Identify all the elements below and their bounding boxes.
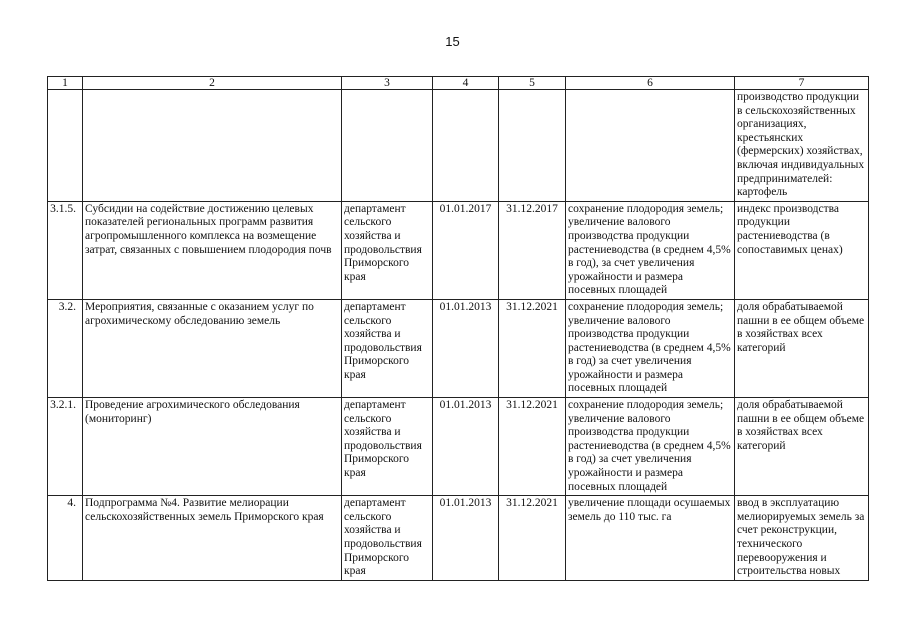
executor: департамент сельского хозяйства и продовольствия Приморского края xyxy=(342,299,433,397)
executor: департамент сельского хозяйства и продовольствия Приморского края xyxy=(342,201,433,299)
start-date: 01.01.2013 xyxy=(433,299,499,397)
measure-name: Субсидии на содействие достижению целевых показателей региональных программ развития агропромышленного комплекса на возмещение затрат, связанных с повышением плодородия почв xyxy=(83,201,342,299)
table-row xyxy=(48,201,869,299)
expected-result xyxy=(566,90,735,202)
row-number: 3.2.1. xyxy=(48,398,83,496)
executor: департамент сельского хозяйства и продовольствия Приморского края xyxy=(342,496,433,581)
table-row xyxy=(48,398,869,496)
start-date: 01.01.2017 xyxy=(433,201,499,299)
start-date: 01.01.2013 xyxy=(433,398,499,496)
row-number xyxy=(48,90,83,202)
measure-name: Подпрограмма №4. Развитие мелиорации сельскохозяйственных земель Приморского края xyxy=(83,496,342,581)
measure-name: Проведение агрохимического обследования (мониторинг) xyxy=(83,398,342,496)
column-number: 4 xyxy=(433,77,499,90)
end-date: 31.12.2021 xyxy=(499,398,566,496)
end-date: 31.12.2017 xyxy=(499,201,566,299)
column-number-row xyxy=(48,77,869,90)
column-number: 6 xyxy=(566,77,735,90)
page-number: 15 xyxy=(445,34,460,49)
executor xyxy=(342,90,433,202)
expected-result: сохранение плодородия земель; увеличение валового производства продукции растениеводства (в среднем 4,5% в год), за счет увеличения урожайности и размера посевных площадей xyxy=(566,201,735,299)
indicator: индекс производства продукции растениеводства (в сопоставимых ценах) xyxy=(735,201,869,299)
expected-result: сохранение плодородия земель; увеличение валового производства продукции растениеводства (в среднем 4,5% в год) за счет увеличения урожайности и размера посевных площадей xyxy=(566,299,735,397)
executor: департамент сельского хозяйства и продовольствия Приморского края xyxy=(342,398,433,496)
column-number: 5 xyxy=(499,77,566,90)
indicator: ввод в эксплуатацию мелиорируемых земель за счет реконструкции, технического перевооружения и строительства новых xyxy=(735,496,869,581)
column-number: 3 xyxy=(342,77,433,90)
end-date: 31.12.2021 xyxy=(499,299,566,397)
start-date xyxy=(433,90,499,202)
row-number: 4. xyxy=(48,496,83,581)
end-date xyxy=(499,90,566,202)
column-number: 2 xyxy=(83,77,342,90)
indicator: доля обрабатываемой пашни в ее общем объеме в хозяйствах всех категорий xyxy=(735,398,869,496)
expected-result: сохранение плодородия земель; увеличение валового производства продукции растениеводства (в среднем 4,5% в год) за счет увеличения урожайности и размера посевных площадей xyxy=(566,398,735,496)
row-number: 3.1.5. xyxy=(48,201,83,299)
indicator: производство продукции в сельскохозяйственных организациях, крестьянских (фермерских) хозяйствах, включая индивидуальных предпринимателей: картофель xyxy=(735,90,869,202)
program-table xyxy=(47,76,869,581)
indicator: доля обрабатываемой пашни в ее общем объеме в хозяйствах всех категорий xyxy=(735,299,869,397)
table-row xyxy=(48,496,869,581)
measure-name: Мероприятия, связанные с оказанием услуг по агрохимическому обследованию земель xyxy=(83,299,342,397)
end-date: 31.12.2021 xyxy=(499,496,566,581)
table-row xyxy=(48,299,869,397)
start-date: 01.01.2013 xyxy=(433,496,499,581)
measure-name xyxy=(83,90,342,202)
column-number: 1 xyxy=(48,77,83,90)
table-row xyxy=(48,90,869,202)
column-number: 7 xyxy=(735,77,869,90)
expected-result: увеличение площади осушаемых земель до 110 тыс. га xyxy=(566,496,735,581)
row-number: 3.2. xyxy=(48,299,83,397)
